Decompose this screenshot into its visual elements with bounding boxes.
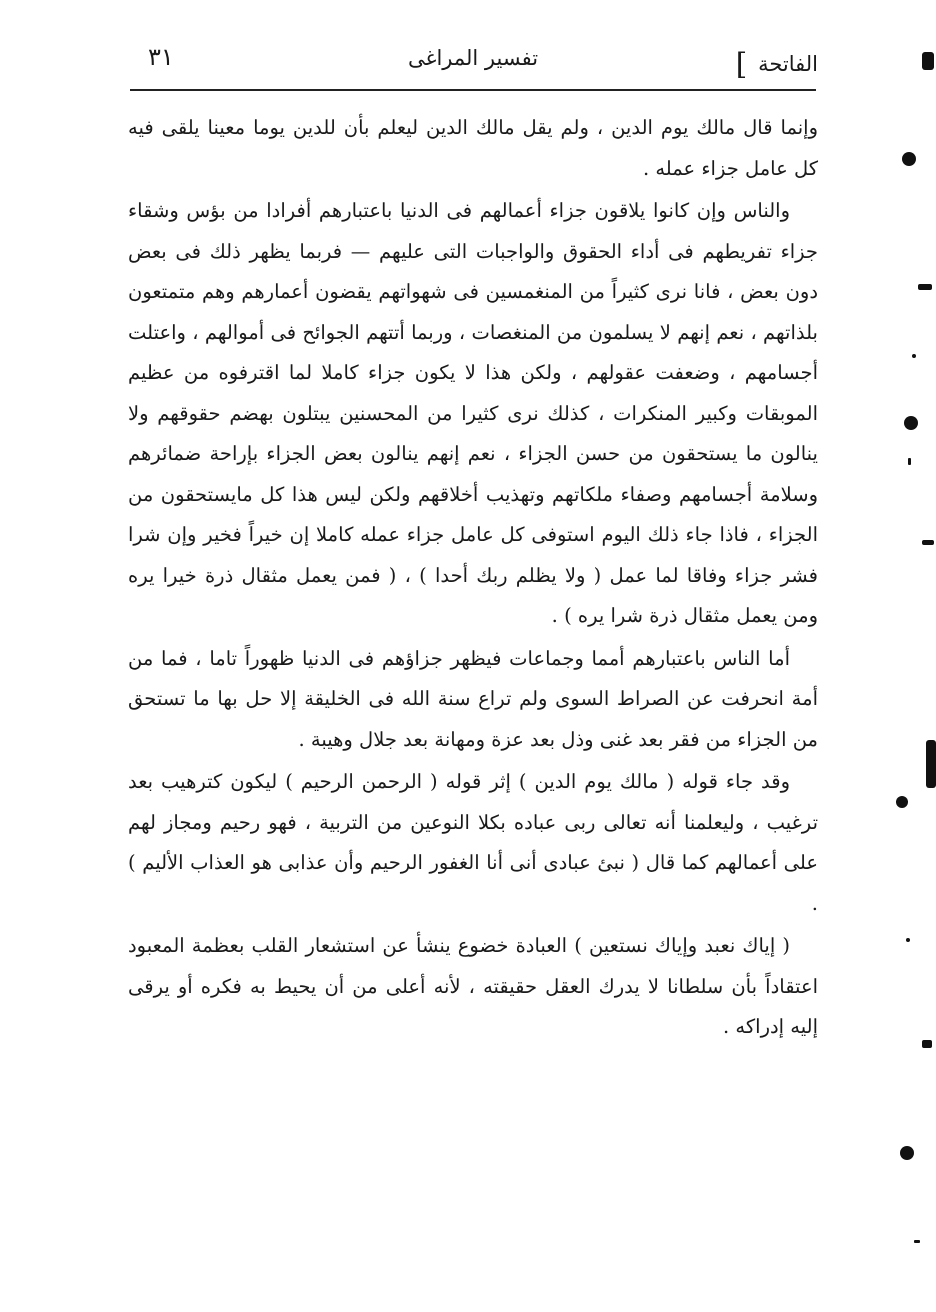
scan-speck bbox=[904, 416, 918, 430]
header-rule bbox=[130, 89, 816, 91]
scan-speck bbox=[918, 284, 932, 290]
scan-speck bbox=[902, 152, 916, 166]
scan-speck bbox=[906, 938, 910, 942]
book-title: تفسير المراغى bbox=[407, 46, 539, 70]
chapter-name: الفاتحة bbox=[758, 52, 818, 76]
scan-speck bbox=[908, 458, 911, 465]
paragraph: وإنما قال مالك يوم الدين ، ولم يقل مالك الدين ليعلم بأن للدين يوما معينا يلقى فيه كل عامل جزاء عمله . bbox=[128, 116, 818, 180]
scan-speck bbox=[900, 1146, 914, 1160]
scan-speck bbox=[912, 354, 916, 358]
paragraph: والناس وإن كانوا يلاقون جزاء أعمالهم فى الدنيا باعتبارهم أفرادا من بؤس وشقاء جزاء تفريطهم فى أداء الحقوق والواجبات التى عليهم — فربما يظهر ذلك فى بعض دون بعض ، فانا نرى كثيراً من المنغمسين فى شهواتهم يقضون أعمارهم وهم متمتعون بلذاتهم ، نعم إنهم لا يسلمون من المنغصات ، وربما أتتهم الجوائح فى أموالهم ، واعتلت أجسامهم ، وضعفت عقولهم ، ولكن هذا لا يكون جزاء كاملا لما اقترفوه من عظيم الموبقات وكبير المنكرات ، كذلك نرى كثيرا من المحسنين يبتلون بهضم حقوقهم ولا ينالون ما يستحقون من حسن الجزاء ، نعم إنهم ينالون بعض الجزاء بإراحة ضمائرهم وسلامة أجسامهم وصفاء ملكاتهم وتهذيب أخلاقهم ولكن ليس هذا كل مايستحقون من الجزاء ، فاذا جاء ذلك اليوم استوفى كل عامل جزاء عمله كاملا إن خيراً فخير وإن شرا فشر جزاء وفاقا لما عمل ( ولا يظلم ربك أحدا ) ، ( فمن يعمل مثقال ذرة خيرا يره ومن يعمل مثقال ذرة شرا يره ) . bbox=[128, 199, 818, 627]
scan-speck bbox=[922, 540, 934, 545]
paragraph: أما الناس باعتبارهم أمما وجماعات فيظهر جزاؤهم فى الدنيا ظهوراً تاما ، فما من أمة انحرفت عن الصراط السوى ولم تراع سنة الله فى الخليقة إلا حل بها ما تستحق من الجزاء من فقر بعد غنى وذل بعد عزة ومهانة بعد جلال وهيبة . bbox=[128, 646, 818, 751]
page-number: ٣١ bbox=[148, 43, 174, 71]
body-text bbox=[128, 108, 818, 1048]
scan-speck bbox=[926, 740, 936, 788]
scan-speck bbox=[922, 1040, 932, 1048]
paragraph: ( إياك نعبد وإياك نستعين ) العبادة خضوع ينشأ عن استشعار القلب بعظمة المعبود اعتقاداً بأن سلطانا لا يدرك العقل حقيقته ، لأنه أعلى من أن يحيط به فكره أو يرقى إليه إدراكه . bbox=[128, 934, 818, 1038]
scan-speck bbox=[914, 1240, 920, 1243]
page-header bbox=[128, 38, 818, 88]
scan-speck bbox=[896, 796, 908, 808]
scan-speck bbox=[922, 52, 934, 70]
paragraph: وقد جاء قوله ( مالك يوم الدين ) إثر قوله ( الرحمن الرحيم ) ليكون كترهيب بعد ترغيب ، وليعلمنا أنه تعالى ربى عباده بكلا النوعين من التربية ، فهو رحيم ومجاز لهم على أعمالهم كما قال ( نبئ عبادى أنى أنا الغفور الرحيم وأن عذابى هو العذاب الأليم ) . bbox=[128, 770, 818, 915]
chapter-bracket: ] bbox=[735, 47, 748, 82]
